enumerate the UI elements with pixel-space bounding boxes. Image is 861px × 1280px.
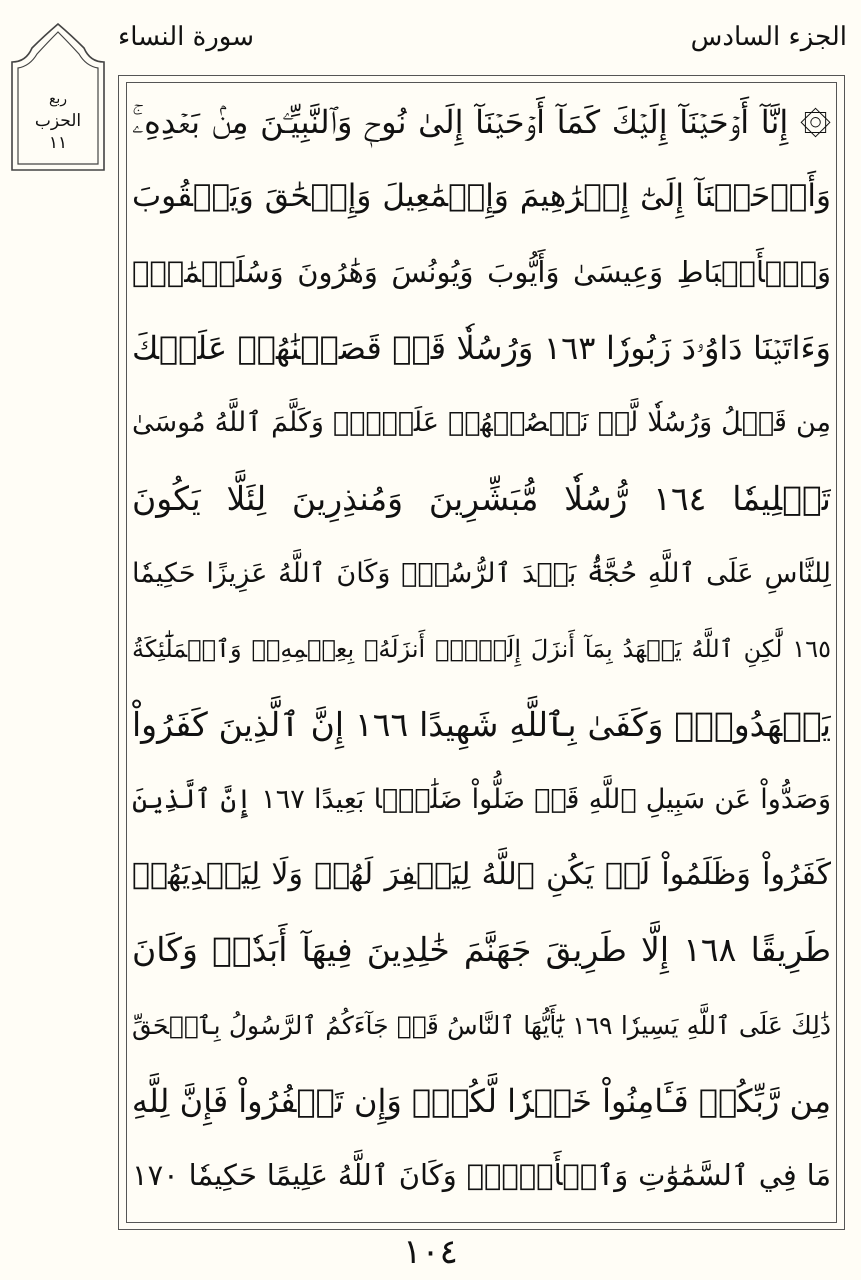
text-line: مَا فِي ٱلسَّمَٰوَٰتِ وَٱلۡأَرۡضِۚ وَكَانَ ٱللَّهُ عَلِيمًا حَكِيمٗا ١٧٠ bbox=[132, 1158, 831, 1193]
text-line: تَكۡلِيمٗا ١٦٤ رُّسُلٗا مُّبَشِّرِينَ وَمُنذِرِينَ لِئَلَّا يَكُونَ bbox=[132, 478, 831, 518]
text-line: كَفَرُواْ وَظَلَمُواْ لَمۡ يَكُنِ ٱللَّهُ لِيَغۡفِرَ لَهُمۡ وَلَا لِيَهۡدِيَهُمۡ bbox=[132, 856, 831, 892]
text-line: لِلنَّاسِ عَلَى ٱللَّهِ حُجَّةُۢ بَعۡدَ ٱلرُّسُلِۚ وَكَانَ ٱللَّهُ عَزِيزًا حَكِيمٗا bbox=[132, 557, 831, 589]
text-line: وَءَاتَيۡنَا دَاوُۥدَ زَبُورٗا ١٦٣ وَرُسُلٗا قَدۡ قَصَصۡنَٰهُمۡ عَلَيۡكَ bbox=[132, 328, 831, 367]
text-line: مِن قَبۡلُ وَرُسُلٗا لَّمۡ نَقۡصُصۡهُمۡ عَلَيۡكَۚ وَكَلَّمَ ٱللَّهُ مُوسَىٰ bbox=[132, 407, 831, 439]
text-line: وَأَوۡحَيۡنَآ إِلَىٰٓ إِبۡرَٰهِيمَ وَإِسۡمَٰعِيلَ وَإِسۡحَٰقَ وَيَعۡقُوبَ bbox=[132, 178, 831, 215]
text-line: وَٱلۡأَسۡبَاطِ وَعِيسَىٰ وَأَيُّوبَ وَيُونُسَ وَهَٰرُونَ وَسُلَيۡمَٰنَۚ bbox=[132, 254, 831, 289]
text-line: طَرِيقًا ١٦٨ إِلَّا طَرِيقَ جَهَنَّمَ خَٰلِدِينَ فِيهَآ أَبَدٗاۚ وَكَانَ bbox=[132, 930, 831, 970]
rub-hizb-marker bbox=[10, 22, 106, 172]
text-line: ذَٰلِكَ عَلَى ٱللَّهِ يَسِيرٗا ١٦٩ يَٰٓأَيُّهَا ٱلنَّاسُ قَدۡ جَآءَكُمُ ٱلرَّسُولُ بِٱلۡحَقِّ bbox=[132, 1010, 831, 1040]
surah-name: سورة النساء bbox=[118, 22, 254, 52]
text-line: ۞ إِنَّآ أَوۡحَيۡنَآ إِلَيۡكَ كَمَآ أَوۡحَيۡنَآ إِلَىٰ نُوحٖ وَٱلنَّبِيِّـۧنَ مِنۢ بَعۡدِهِۦۚ bbox=[132, 102, 831, 141]
rub-label: ربع bbox=[48, 91, 68, 107]
text-line: ١٦٥ لَّٰكِنِ ٱللَّهُ يَشۡهَدُ بِمَآ أَنزَلَ إِلَيۡكَۖ أَنزَلَهُۥ بِعِلۡمِهِۦۖ وَٱلۡمَلَٰٓئِكَةُ bbox=[132, 634, 831, 663]
text-line: يَشۡهَدُونَۚ وَكَفَىٰ بِٱللَّهِ شَهِيدًا ١٦٦ إِنَّ ٱلَّذِينَ كَفَرُواْ bbox=[132, 704, 831, 744]
quran-text-block bbox=[132, 84, 831, 1214]
hizb-label: الحزب bbox=[34, 111, 82, 131]
text-line: مِن رَّبِّكُمۡ فَـَٔامِنُواْ خَيۡرٗا لَّكُمۡۚ وَإِن تَكۡفُرُواْ فَإِنَّ لِلَّهِ bbox=[132, 1081, 831, 1120]
juz-name: الجزء السادس bbox=[690, 22, 847, 52]
hizb-number: ١١ bbox=[48, 133, 68, 153]
text-line: وَصَدُّواْ عَن سَبِيلِ ٱللَّهِ قَدۡ ضَلُّواْ ضَلَٰلَۢا بَعِيدًا ١٦٧ إِنَّ ٱلَّذِينَ bbox=[132, 783, 831, 815]
page-number: ١٠٤ bbox=[403, 1232, 458, 1272]
